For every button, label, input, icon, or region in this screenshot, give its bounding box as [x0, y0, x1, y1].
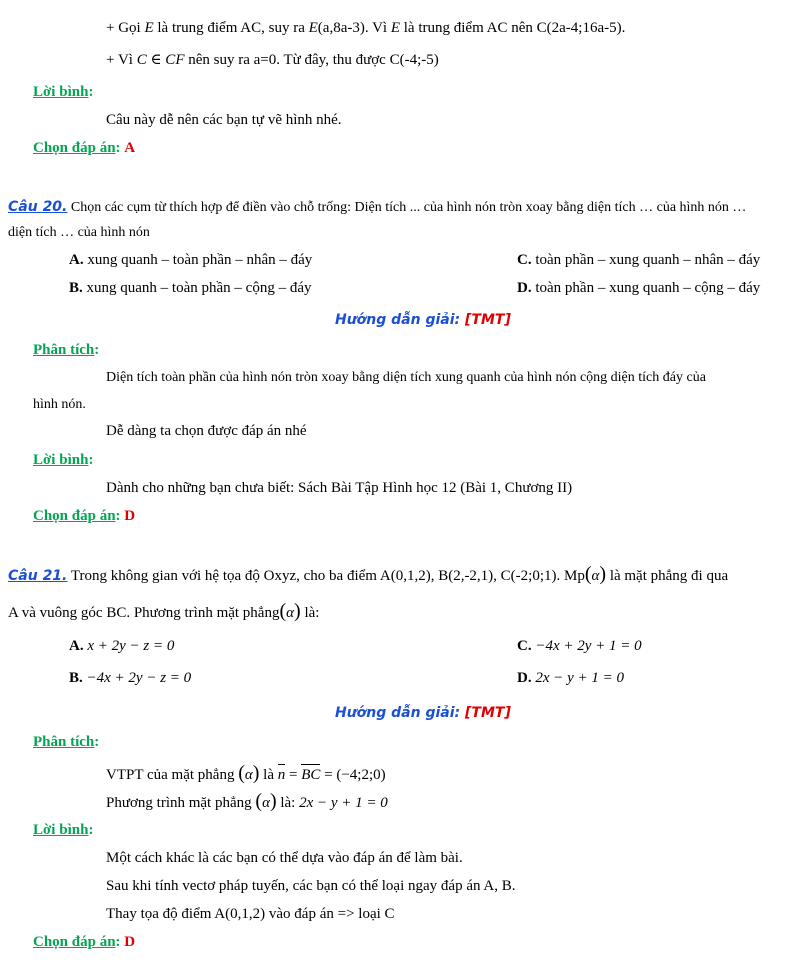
option-a: A. xung quanh – toàn phần – nhân – đáy [69, 252, 313, 268]
question-21-text-line-1: Câu 21. Trong không gian với hệ tọa độ Oxyz, cho ba điểm A(0,1,2), B(2,-2,1), C(-2;0;1). Mp(α) là mặt phẳng đi qua [8, 563, 729, 585]
comment-text: Câu này dễ nên các bạn tự vẽ hình nhé. [106, 112, 342, 128]
answer-line: Chọn đáp án: A [33, 140, 136, 156]
question-21-label: Câu 21. [8, 568, 68, 584]
answer-line: Chọn đáp án: D [33, 508, 136, 524]
question-20-label: Câu 20. [8, 199, 68, 215]
question-21-text-line-2: A và vuông góc BC. Phương trình mặt phẳng(α) là: [8, 600, 320, 622]
comment-line-2: Sau khi tính vectơ pháp tuyến, các bạn có thể loại ngay đáp án A, B. [106, 878, 516, 894]
analysis-heading: Phân tích: [33, 734, 100, 750]
comment-text: Dành cho những bạn chưa biết: Sách Bài Tập Hình học 12 (Bài 1, Chương II) [106, 480, 573, 496]
solution-line-2: + Vì C ∈ CF nên suy ra a=0. Từ đây, thu được C(-4;-5) [106, 52, 439, 68]
normal-vector-line: VTPT của mặt phẳng (α) là n = BC = (−4;2;0) [106, 762, 386, 784]
solution-line-1: + Gọi E là trung điểm AC, suy ra E(a,8a-3). Vì E là trung điểm AC nên C(2a-4;16a-5). [106, 20, 626, 36]
analysis-line-3: Dễ dàng ta chọn được đáp án nhé [106, 423, 307, 439]
plane-equation-line: Phương trình mặt phẳng (α) là: 2x − y + 1 = 0 [106, 790, 388, 812]
guide-title: Hướng dẫn giải: [TMT] [335, 705, 511, 721]
answer-line: Chọn đáp án: D [33, 934, 136, 950]
comment-line-3: Thay tọa độ điểm A(0,1,2) vào đáp án => loại C [106, 906, 395, 922]
option-b: B. −4x + 2y − z = 0 [69, 670, 192, 686]
analysis-line-1: Diện tích toàn phần của hình nón tròn xoay bằng diện tích xung quanh của hình nón cộng diện tích đáy của [106, 370, 706, 385]
guide-title: Hướng dẫn giải: [TMT] [335, 312, 511, 328]
option-a: A. x + 2y − z = 0 [69, 638, 175, 654]
option-b: B. xung quanh – toàn phần – cộng – đáy [69, 280, 312, 296]
option-c: C. toàn phần – xung quanh – nhân – đáy [517, 252, 761, 268]
option-c: C. −4x + 2y + 1 = 0 [517, 638, 642, 654]
question-20-text-line-2: diện tích … của hình nón [8, 225, 150, 240]
analysis-line-2: hình nón. [33, 397, 86, 412]
question-20-text-line-1: Câu 20. Chọn các cụm từ thích hợp để điền vào chỗ trống: Diện tích ... của hình nón tròn xoay bằng diện tích … của hình nón … [8, 199, 747, 215]
option-d: D. toàn phần – xung quanh – cộng – đáy [517, 280, 761, 296]
option-d: D. 2x − y + 1 = 0 [517, 670, 625, 686]
analysis-heading: Phân tích: [33, 342, 100, 358]
comment-heading: Lời bình: [33, 452, 94, 468]
comment-heading: Lời bình: [33, 822, 94, 838]
comment-heading: Lời bình: [33, 84, 94, 100]
comment-line-1: Một cách khác là các bạn có thể dựa vào đáp án để làm bài. [106, 850, 463, 866]
